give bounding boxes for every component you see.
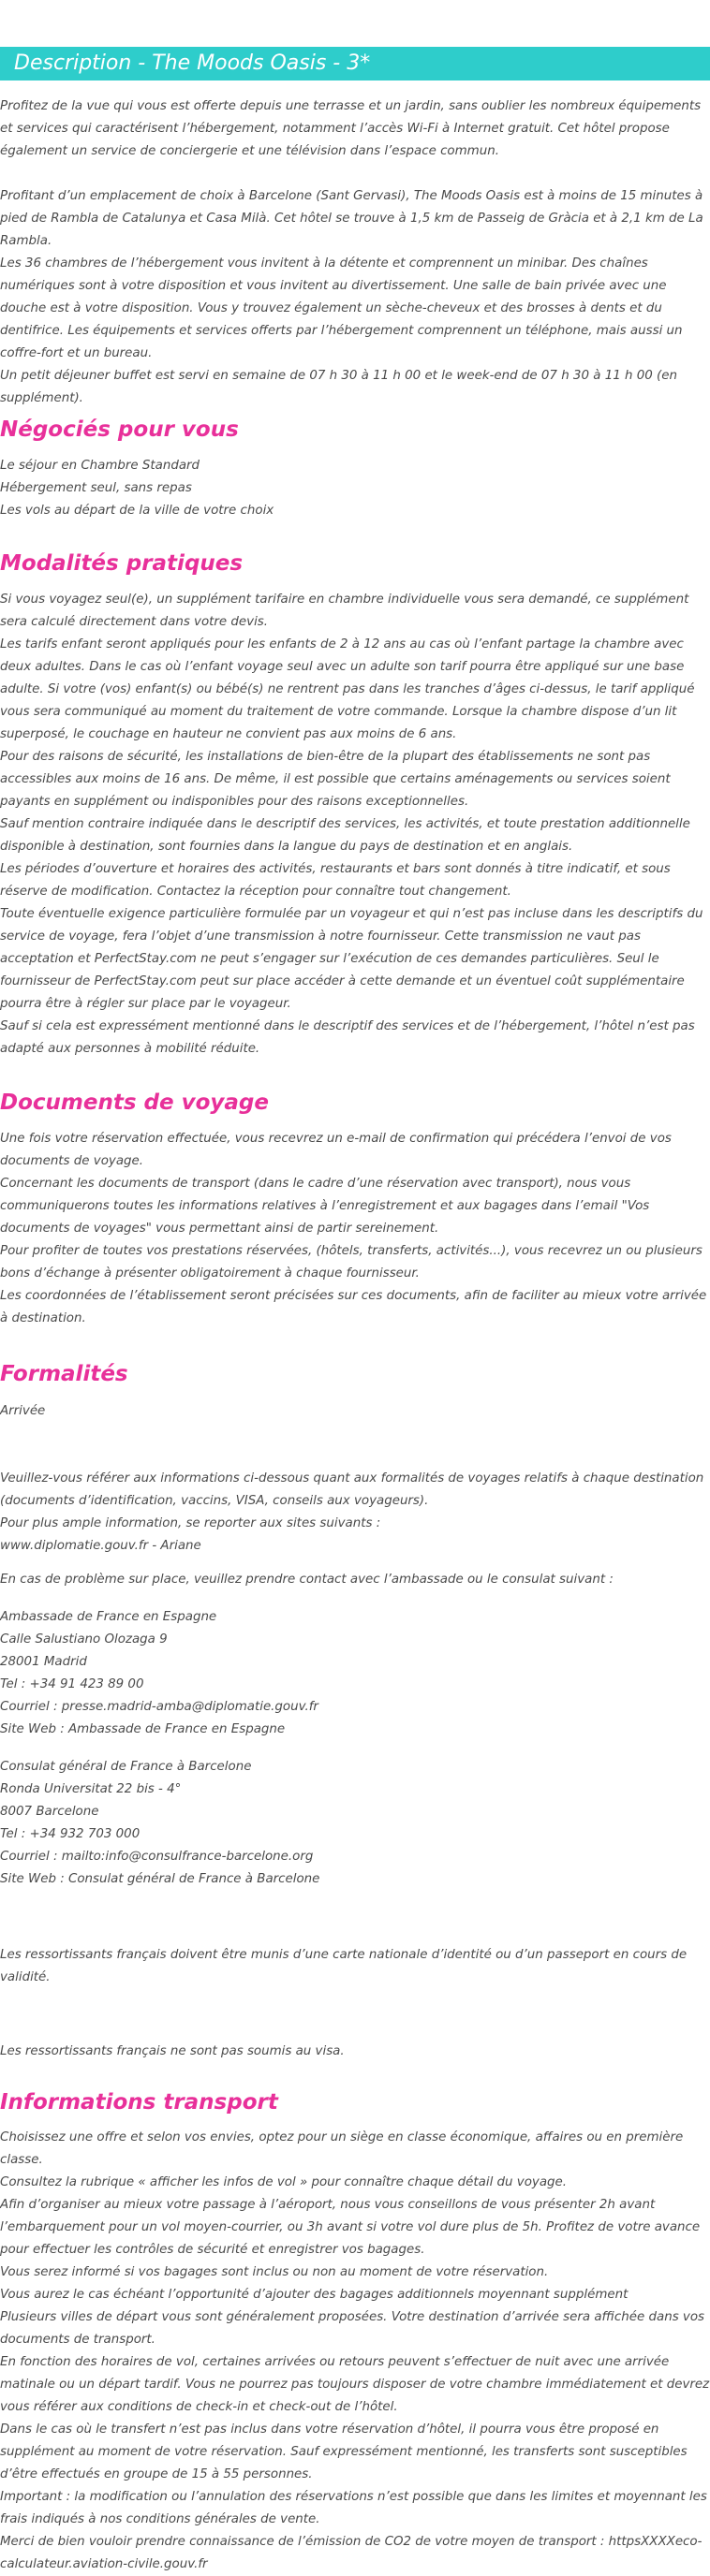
formalites-contact-intro: En cas de problème sur place, veuillez prendre contact avec l’ambassade ou le consulat suivant : (0, 1573, 614, 1587)
documents-paragraph: Les coordonnées de l’établissement seront précisées sur ces documents, afin de faciliter au mieux votre arrivée à destination. (0, 1289, 707, 1325)
description-paragraph-4: Un petit déjeuner buffet est servi en semaine de 07 h 30 à 11 h 00 et le week-end de 07 h 30 à 11 h 00 (en supplément). (0, 369, 677, 405)
transport-paragraph: Choisissez une offre et selon vos envies, optez pour un siège en classe économique, affaires ou en première classe. (0, 2130, 684, 2167)
modalites-paragraph: Sauf mention contraire indiquée dans le descriptif des services, les activités, et toute prestation additionnelle disponible à destination, sont fournies dans la langue du pays de destination et en anglais. (0, 817, 690, 854)
transport-paragraph: Vous serez informé si vos bagages sont inclus ou non au moment de votre réservation. (0, 2265, 549, 2279)
modalites-paragraph: Toute éventuelle exigence particulière formulée par un voyageur et qui n’est pas incluse dans les descriptifs du service de voyage, fera l’objet d’une transmission à notre fournisseur. Cette transmission ne vaut pas acceptation et PerfectStay.com ne peut s’engager sur l’exécution de ces demandes particulières. Seul le fournisseur de PerfectStay.com peut sur place accéder à cette demande et un éventuel coût supplémentaire pourra être à régler sur place par le voyageur. (0, 907, 703, 1011)
documents-heading: Documents de voyage (0, 1090, 269, 1115)
consulat-block (0, 1756, 710, 1891)
ambassade-line: Site Web : Ambassade de France en Espagne (0, 1722, 286, 1736)
consulat-line: Site Web : Consulat général de France à Barcelone (0, 1872, 320, 1886)
ambassade-block (0, 1606, 710, 1741)
modalites-body (0, 589, 710, 1061)
negocies-item: Le séjour en Chambre Standard (0, 459, 200, 473)
consulat-line: Consulat général de France à Barcelone (0, 1760, 252, 1774)
transport-body (0, 2127, 710, 2576)
consulat-line: Ronda Universitat 22 bis - 4° (0, 1782, 182, 1796)
formalites-intro (0, 1468, 710, 1558)
transport-paragraph: Dans le cas où le transfert n’est pas inclus dans votre réservation d’hôtel, il pourra vous être proposé en supplément au moment de votre réservation. Sauf expressément mentionné, les transferts sont susceptibles d’être effectués en groupe de 15 à 55 personnes. (0, 2422, 688, 2481)
transport-paragraph: Merci de bien vouloir prendre connaissance de l’émission de CO2 de votre moyen de transport : httpsXXXXeco-calculateur.aviation-civile.gouv.fr (0, 2535, 703, 2571)
ambassade-line: Ambassade de France en Espagne (0, 1610, 217, 1624)
negocies-list (0, 455, 710, 522)
description-paragraph-2: Profitant d’un emplacement de choix à Barcelone (Sant Gervasi), The Moods Oasis est à moins de 15 minutes à pied de Rambla de Catalunya et Casa Milà. Cet hôtel se trouve à 1,5 km de Passeig de Gràcia et à 2,1 km de La Rambla. (0, 189, 703, 248)
modalites-paragraph: Les périodes d’ouverture et horaires des activités, restaurants et bars sont donnés à titre indicatif, et sous réserve de modification. Contactez la réception pour connaître tout changement. (0, 862, 671, 899)
description-paragraph-3: Les 36 chambres de l’hébergement vous invitent à la détente et comprennent un minibar. Des chaînes numériques sont à votre disposition et vous invitent au divertissement. Une salle de bain privée avec une douche est à votre disposition. Vous y trouvez également un sèche-cheveux et des brosses à dents et du dentifrice. Les équipements et services offerts par l’hébergement comprennent un téléphone, mais aussi un coffre-fort et un bureau. (0, 256, 683, 360)
description-paragraph-1: Profitez de la vue qui vous est offerte depuis une terrasse et un jardin, sans oublier les nombreux équipements et services qui caractérisent l’hébergement, notamment l’accès Wi-Fi à Internet gratuit. Cet hôtel propose également un service de conciergerie et une télévision dans l’espace commun. (0, 99, 702, 158)
transport-paragraph: En fonction des horaires de vol, certaines arrivées ou retours peuvent s’effectuer de nuit avec une arrivée matinale ou un départ tardif. Vous ne pourrez pas toujours disposer de votre chambre immédiatement et devrez vous référer aux conditions de check-in et check-out de l’hôtel. (0, 2355, 710, 2414)
page-title-banner (0, 47, 710, 80)
transport-paragraph: Consultez la rubrique « afficher les infos de vol » pour connaître chaque détail du voyage. (0, 2175, 568, 2189)
transport-heading: Informations transport (0, 2090, 278, 2115)
formalites-intro-line: www.diplomatie.gouv.fr - Ariane (0, 1539, 201, 1553)
modalites-paragraph: Pour des raisons de sécurité, les installations de bien-être de la plupart des établissements ne sont pas accessibles aux moins de 16 ans. De même, il est possible que certains aménagements ou services soient payants en supplément ou indisponibles pour des raisons exceptionnelles. (0, 750, 671, 809)
transport-paragraph: Afin d’organiser au mieux votre passage à l’aéroport, nous vous conseillons de vous présenter 2h avant l’embarquement pour un vol moyen-courrier, ou 3h avant si votre vol dure plus de 5h. Profitez de votre avance pour effectuer les contrôles de sécurité et enregistrer vos bagages. (0, 2198, 701, 2257)
negocies-heading: Négociés pour vous (0, 417, 239, 442)
consulat-line: 8007 Barcelone (0, 1805, 99, 1819)
negocies-item: Les vols au départ de la ville de votre choix (0, 504, 274, 518)
ambassade-line: Calle Salustiano Olozaga 9 (0, 1632, 168, 1647)
transport-paragraph: Important : la modification ou l’annulation des réservations n’est possible que dans les limites et moyennant les frais indiqués à nos conditions générales de vente. (0, 2490, 707, 2526)
consulat-line: Tel : +34 932 703 000 (0, 1827, 141, 1841)
page-title: Description - The Moods Oasis - 3* (14, 51, 371, 75)
modalites-paragraph: Si vous voyagez seul(e), un supplément tarifaire en chambre individuelle vous sera demandé, ce supplément sera calculé directement dans votre devis. (0, 593, 689, 629)
formalites-intro-line: Veuillez-vous référer aux informations ci-dessous quant aux formalités de voyages relatifs à chaque destination (documents d’identification, vaccins, VISA, conseils aux voyageurs). (0, 1471, 704, 1508)
ambassade-line: 28001 Madrid (0, 1655, 87, 1669)
documents-paragraph: Une fois votre réservation effectuée, vous recevrez un e-mail de confirmation qui précédera l’envoi de vos documents de voyage. (0, 1132, 672, 1168)
ambassade-line: Courriel : presse.madrid-amba@diplomatie.gouv.fr (0, 1700, 318, 1714)
transport-paragraph: Plusieurs villes de départ vous sont généralement proposées. Votre destination d’arrivée sera affichée dans vos documents de transport. (0, 2310, 705, 2347)
formalites-intro-line: Pour plus ample information, se reporter aux sites suivants : (0, 1516, 381, 1530)
negocies-item: Hébergement seul, sans repas (0, 481, 192, 495)
modalites-heading: Modalités pratiques (0, 551, 244, 576)
consulat-line: Courriel : mailto:info@consulfrance-barcelone.org (0, 1850, 314, 1864)
transport-paragraph: Vous aurez le cas échéant l’opportunité d’ajouter des bagages additionnels moyennant supplément (0, 2288, 629, 2302)
ambassade-line: Tel : +34 91 423 89 00 (0, 1677, 144, 1691)
ressortissants-id-text: Les ressortissants français doivent être munis d’une carte nationale d’identité ou d’un passeport en cours de validité. (0, 1948, 688, 1984)
documents-paragraph: Pour profiter de toutes vos prestations réservées, (hôtels, transferts, activités...), vous recevrez un ou plusieurs bons d’échange à présenter obligatoirement à chaque fournisseur. (0, 1244, 703, 1281)
formalites-heading: Formalités (0, 1362, 128, 1386)
modalites-paragraph: Sauf si cela est expressément mentionné dans le descriptif des services et de l’hébergement, l’hôtel n’est pas adapté aux personnes à mobilité réduite. (0, 1019, 695, 1056)
ressortissants-visa-text: Les ressortissants français ne sont pas soumis au visa. (0, 2044, 345, 2058)
documents-paragraph: Concernant les documents de transport (dans le cadre d’une réservation avec transport), nous vous communiquerons toutes les informations relatives à l’enregistrement et aux bagages dans l’email "Vos documents de voyages" vous permettant ainsi de partir sereinement. (0, 1177, 650, 1236)
documents-body (0, 1128, 710, 1330)
modalites-paragraph: Les tarifs enfant seront appliqués pour les enfants de 2 à 12 ans au cas où l’enfant partage la chambre avec deux adultes. Dans le cas où l’enfant voyage seul avec un adulte son tarif pourra être appliqué sur une base adulte. Si votre (vos) enfant(s) ou bébé(s) ne rentrent pas dans les tranches d’âges ci-dessus, le tarif appliqué vous sera communiqué au moment du traitement de votre commande. Lorsque la chambre dispose d’un lit superposé, le couchage en hauteur ne convient pas aux moins de 6 ans. (0, 637, 695, 741)
formalites-arrivee: Arrivée (0, 1404, 46, 1418)
